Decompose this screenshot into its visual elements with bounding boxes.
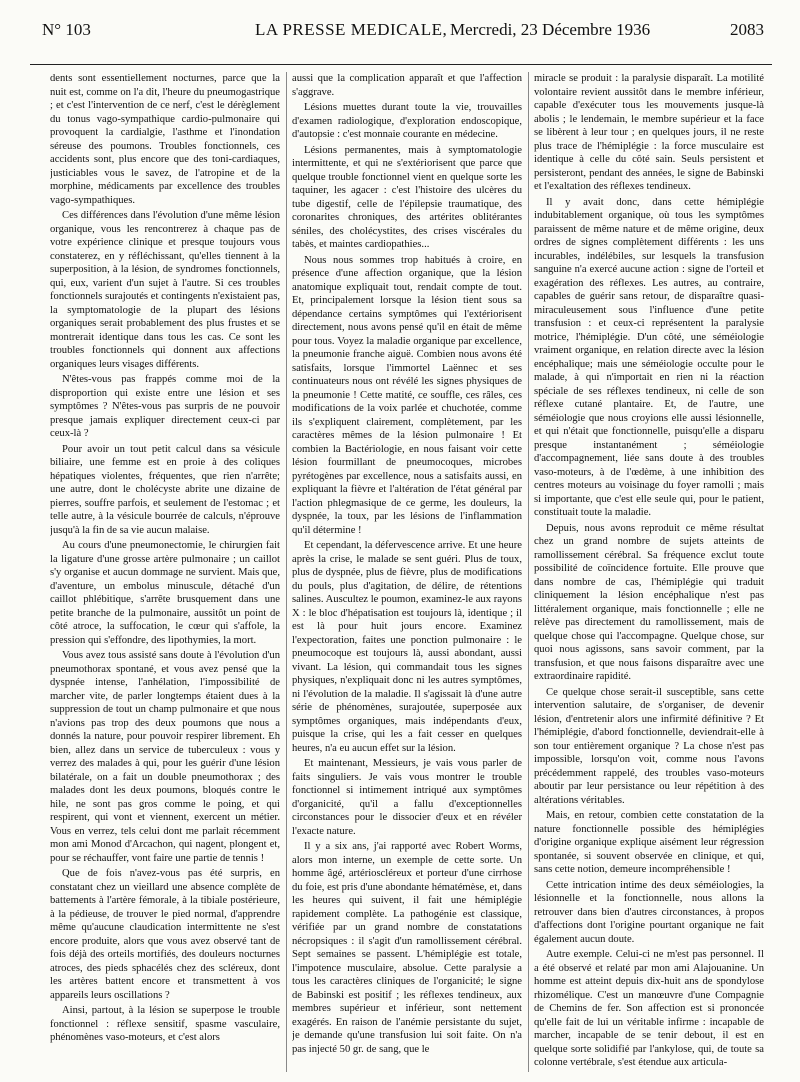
paragraph: N'êtes-vous pas frappés comme moi de la disproportion qui existe entre une lésion et ses symptômes ? N'êtes-vous pas surpris de ne pouvoir presque jamais expliquer directement ceux-ci par ceux-là ? — [50, 374, 280, 439]
paragraph: Ce quelque chose serait-il susceptible, sans cette intervention salutaire, de s'organiser, de devenir lésion, d'entretenir alors une infirmité définitive ? Et l'hémiplégie, d'abord fonctionnelle, deviendrait-elle à son tour entièrement organique ? La chose n'est pas impossible, lorsqu'on voit, comme nous l'avons précédemment rappelé, des troubles vaso-moteurs aboutir par leur persistance ou leur répétition à des altérations véritables. — [534, 686, 764, 806]
paragraph: Vous avez tous assisté sans doute à l'évolution d'un pneumothorax spontané, et vous avez pensé que la dyspnée intense, l'anhélation, l'impossibilité de marcher vite, de parler longtemps étaient dues à la suppression de tout un champ pulmonaire et que nous n'avions pas trop des deux poumons que nous a donnés la nature, pour pouvoir respirer librement. Eh bien, allez dans un service de tuberculeux : vous y verrez des malades à qui, pour les guérir d'une lésion bilatérale, on a fait un double pneumothorax ; des malades dont les deux poumons, bloqués contre le hile, ne sont pas gros comme le poing, et qui respirent, qui vont et viennent, exercent un métier. Vous en verrez, tels celui dont me parlait récemment mon ami Monod d'Arcachon, qui nagent, plongent et, pour se réchauffer, vont faire une partie de tennis ! — [50, 650, 280, 864]
journal-title: LA PRESSE MEDICALE, — [255, 20, 448, 39]
header-rule — [30, 64, 772, 65]
paragraph: Au cours d'une pneumonectomie, le chirurgien fait la ligature d'une grosse artère pulmonaire ; un caillot s'y organise et aucun dommage ne survient. Mais que, d'aventure, un embolus minuscule, détaché d'un caillot phlébitique, s'arrête brusquement dans une petite branche de la pulmonaire, aussitôt un point de côté atroce, la suffocation, le cœur qui s'affole, la pression qui s'effondre, des lipothymies, la mort. — [50, 540, 280, 646]
paragraph: Nous nous sommes trop habitués à croire, en présence d'une affection organique, que la lésion anatomique expliquait tout, rendait compte de tout. Et, principalement lorsque la lésion tient sous sa dépendance certains symptômes qui l'extériorisent directement, nous avons pensé qu'il en était de même pour tous. Voyez la maladie organique par excellence, la pneumonie franche aiguë. Combien nous avons été satisfaits, lorsque l'immortel Laënnec et ses continuateurs nous ont révélé les signes physiques de la pneumonie ! Cette matité, ce souffle, ces râles, ces modifications de la voix parlée et chuchotée, comme ils s'expliquent clairement, complètement, par les caractères mêmes de la lésion pulmonaire ! Et combien la Bactériologie, en nous faisant voir cette lésion fourmillant de pneumocoques, microbes pyrétogènes par excellence, nous a satisfaits aussi, en expliquant la fièvre et l'altération de l'état général par l'action phlegmasique de ce germe, les douleurs, la dyspnée, la toux, par les lésions de l'inflammation qu'il détermine ! — [292, 254, 522, 536]
paragraph: Ces différences dans l'évolution d'une même lésion organique, vous les rencontrerez à chaque pas de votre expérience clinique et presque toujours vous constaterez, en y réfléchissant, qu'elles tiennent à la superposition, à la lésion, de syndromes fonctionnels, qui, eux, varient d'un sujet à l'autre. Si ces troubles fonctionnels surajoutés et contingents n'existaient pas, la symptomatologie de la plupart des lésions organiques serait probablement des plus frustes et se montrerait identique dans tous les cas. Ce sont les troubles fonctionnels qui donnent aux affections organiques leurs visages différents. — [50, 210, 280, 370]
issue-number: N° 103 — [42, 20, 91, 39]
paragraph: Ainsi, partout, à la lésion se superpose le trouble fonctionnel : réflexe sensitif, spasme vasculaire, phénomènes vaso-moteurs, et c'est alors — [50, 1005, 280, 1043]
paragraph: Lésions permanentes, mais à symptomatologie intermittente, et qui ne s'extériorisent que parce que quelque trouble fonctionnel vient en quelque sorte les taquiner, les agacer : c'est l'histoire des ulcères du tube digestif, celle de l'épilepsie traumatique, des coronarites chroniques, des artérites oblitérantes séniles, des cholécystites, des crises viscérales du tabès, et maintes cardiopathies... — [292, 144, 522, 250]
page-number: 2083 — [730, 20, 764, 39]
text-column-2 — [292, 72, 522, 1072]
paragraph: Pour avoir un tout petit calcul dans sa vésicule biliaire, une femme est en proie à des coliques hépatiques violentes, fréquentes, que rien n'arrête; une autre, dont le cholécyste abrite une dizaine de pierres, souffre parfois, et seulement de l'estomac ; et telle autre, à la vésicule bourrée de calculs, n'éprouve jusqu'à la fin de sa vie aucun malaise. — [50, 443, 280, 536]
paragraph: aussi que la complication apparaît et que l'affection s'aggrave. — [292, 73, 522, 98]
page-header — [30, 14, 772, 54]
paragraph: Autre exemple. Celui-ci ne m'est pas personnel. Il a été observé et relaté par mon ami Alajouanine. Un homme est atteint depuis dix-huit ans de spondylose rhizomélique. C'est un manœuvre d'une Compagnie de Chemins de fer. Son affection est si prononcée qu'elle fait de lui un véritable infirme : incapable de marcher, incapable de se tenir debout, il est en quelque sorte solidifié par l'ankylose, qui, de toute sa colonne vertébrale, s'est étendue aux articula- — [534, 949, 764, 1068]
text-column-1 — [50, 72, 280, 1072]
column-divider — [286, 72, 287, 1072]
paragraph: Et cependant, la défervescence arrive. Et une heure après la crise, le malade se sent guéri. Plus de toux, plus de dyspnée, plus de fièvre, plus de modifications du pouls, plus d'agitation, de délire, de rétentions salines. Auscultez le poumon, examinez-le aux rayons X : le bloc d'hépatisation est toujours là, identique ; il est là pour huit jours encore. Examinez l'expectoration, faites une ponction pulmonaire : le pneumocoque est toujours là, aussi abondant, aussi vivant. La lésion, qui commandait tous les signes physiques, n'expliquait donc ni les autres symptômes, ni l'évolution de la maladie. Il s'agissait là d'une autre série de phénomènes, surajoutée, superposée aux symptômes organiques, mais indépendants d'eux, puisque la crise, qui les a fait cesser en quelques heures, n'a eu aucun effet sur la lésion. — [292, 540, 522, 754]
paragraph: Lésions muettes durant toute la vie, trouvailles d'examen radiologique, d'exploration endoscopique, d'autopsie : c'est monnaie courante en médecine. — [292, 102, 522, 140]
paragraph: Il y a six ans, j'ai rapporté avec Robert Worms, alors mon interne, un exemple de cette sorte. Un homme âgé, artérioscléreux et porteur d'une cirrhose du foie, est pris d'une abondante hématémèse, et, dans les heures qui suivent, il fait une hémiplégie rapidement complète. La pathogénie est classique, vérifiée par un grand nombre de constatations nécropsiques : il s'agit d'un ramollissement cérébral. Sept semaines se passent. L'hémiplégie est totale, l'impotence musculaire, absolue. Cette paralysie a tous les caractères cliniques de l'organicité; le signe de Babinski est positif ; les réflexes tendineux, aux membres supérieur et inférieur, sont nettement exagérés. En raison de l'anémie persistante du sujet, je demande qu'une transfusion lui soit faite. On n'a pas injecté 50 gr. de sang, que le — [292, 841, 522, 1055]
paragraph: Et maintenant, Messieurs, je vais vous parler de faits singuliers. Je vais vous montrer le trouble fonctionnel si intimement intriqué aux symptômes d'organicité, qu'il a fallu d'exceptionnelles circonstances pour le dissocier d'eux et en révéler l'exacte nature. — [292, 758, 522, 837]
paragraph: dents sont essentiellement nocturnes, parce que la nuit est, comme on l'a dit, l'heure du pneumogastrique ; et c'est l'intervention de ce nerf, c'est le dérèglement du tonus vago-sympathique cardio-pulmonaire qui provoquent la cardialgie, l'asthme et l'inondation séreuse des poumons. Troubles fonctionnels, ces accidents sont, plus encore que des toni-cardiaques, justiciables vous le savez, de l'atropine et de la morphine, médicaments par excellence des troubles vago-sympathiques. — [50, 73, 280, 206]
paragraph: Il y avait donc, dans cette hémiplégie indubitablement organique, où tous les symptômes paraissent de même nature et de même origine, deux ordres de signes complètement différents : les uns incurables, indélébiles, sur lesquels la transfusion sanguine n'a exercé aucune action : signe de l'orteil et exagération des réflexes. Les autres, au contraire, capables de guérir sans retour, de disparaître quasi-miraculeusement sous l'influence d'une petite transfusion : et ceux-ci représentent la paralysie motrice, l'hémiplégie. D'un côté, une séméiologie vraiment organique, en relation directe avec la lésion encéphalique; mais une séméiologie occulte pour le malade, à qui n'importait en rien ni la réaction spéciale de ses réflexes tendineux, ni celle de son réflexe cutané plantaire. Et, de l'autre, une séméiologie que nous croyions elle aussi lésionnelle, et qui n'était que fonctionnelle, puisqu'elle a disparu presque instantanément ; séméiologie d'accompagnement, liée sans doute à des troubles vaso-moteurs, à de l'œdème, à une inhibition des centres moteurs au voisinage du foyer ramolli ; mais si importante, que c'est elle seule qui, pour le patient, constituait toute la maladie. — [534, 196, 764, 518]
column-divider — [528, 72, 529, 1072]
paragraph: Cette intrication intime des deux séméiologies, la lésionnelle et la fonctionnelle, nous allons la retrouver dans bien d'autres circonstances, à propos d'affections dont l'origine pourtant organique ne fait également aucun doute. — [534, 879, 764, 945]
paragraph: Mais, en retour, combien cette constatation de la nature fonctionnelle possible des hémiplégies d'origine organique explique aisément leur régression spontanée, si souvent observée en clinique, et qui, sans cette notion, demeure incompréhensible ! — [534, 810, 764, 875]
issue-date: Mercredi, 23 Décembre 1936 — [450, 20, 651, 39]
paragraph: Depuis, nous avons reproduit ce même résultat chez un grand nombre de sujets atteints de ramollissement cérébral. Sa fréquence exclut toute possibilité de coïncidence fortuite. Elle prouve que dans nombre de cas, l'hémiplégie qui traduit cliniquement la lésion encéphalique n'est pas littéralement organique, mais fonctionnelle ; elle ne relève pas directement du ramollissement, mais de quelque chose qui l'accompagne. Quelque chose, sur quoi nous agissons, sans savoir comment, par la transfusion, et que nous faisons disparaître avec une extraordinaire rapidité. — [534, 522, 764, 682]
text-column-3 — [534, 72, 764, 1072]
paragraph: Que de fois n'avez-vous pas été surpris, en constatant chez un vieillard une absence complète de battements à l'artère fémorale, à la tibiale postérieure, à la pédieuse, de trouver le pied normal, d'apprendre même qu'aucune claudication intermittente ne s'est encore produite, alors que vous avez observé tant de fois déjà des orteils mortifiés, des douleurs nocturnes atroces, des pieds sphacélés chez des scléreux, dont les artères battent encore et transmettent à vos appareils leurs oscillations ? — [50, 868, 280, 1001]
paragraph: miracle se produit : la paralysie disparaît. La motilité volontaire revient aussitôt dans le membre inférieur, capable d'exécuter tous les mouvements jusque-là abolis ; le lendemain, le membre supérieur et la face se libèrent à leur tour ; en quelques jours, il ne reste plus trace de l'hémiplégie : la force musculaire est identique à celle du côté sain. Seuls persistent et persisteront, pendant des années, le signe de Babinski et l'exaltation des réflexes tendineux. — [534, 73, 764, 192]
